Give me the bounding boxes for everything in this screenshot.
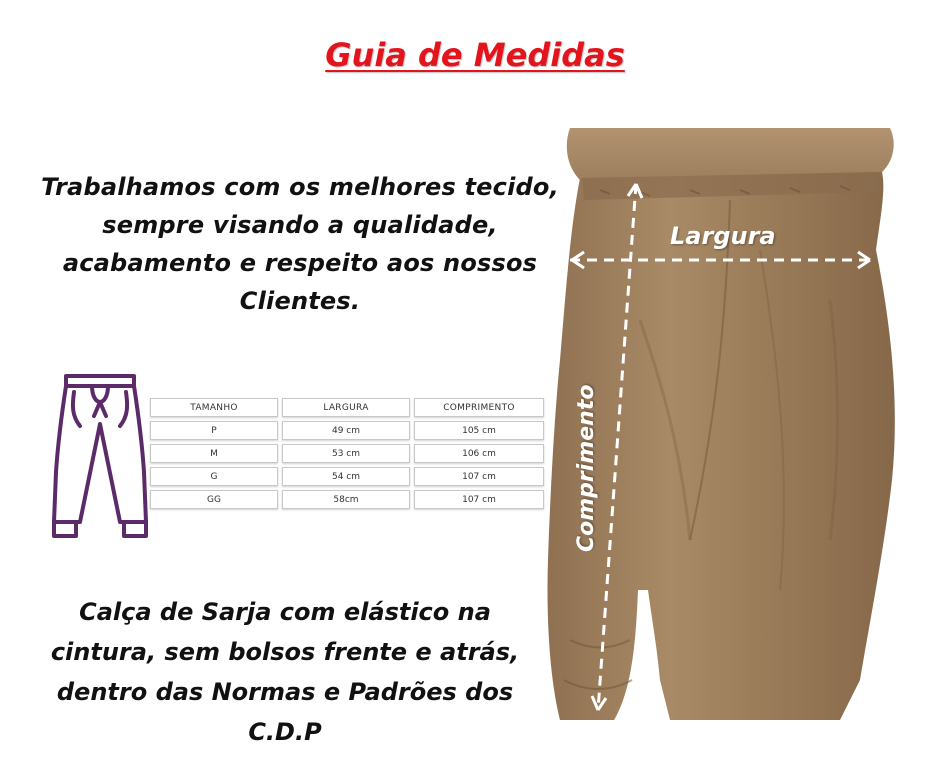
table-cell: 58cm (282, 490, 410, 509)
description-line-1: Calça de Sarja com elástico na (79, 598, 491, 626)
description-line-3: dentro das Normas e Padrões dos (56, 678, 514, 706)
table-cell: GG (150, 490, 278, 509)
width-label: Largura (670, 222, 776, 250)
table-row (150, 467, 544, 486)
table-cell: 107 cm (414, 467, 544, 486)
table-cell: 54 cm (282, 467, 410, 486)
page-title: Guia de Medidas (325, 36, 625, 74)
table-header: TAMANHO (150, 398, 278, 417)
table-row (150, 421, 544, 440)
intro-line-2: sempre visando a qualidade, (102, 211, 498, 239)
table-cell: 105 cm (414, 421, 544, 440)
table-header: LARGURA (282, 398, 410, 417)
table-header-row (150, 398, 544, 417)
table-row (150, 490, 544, 509)
intro-line-1: Trabalhamos com os melhores tecido, (41, 173, 559, 201)
table-cell: P (150, 421, 278, 440)
description-line-4: C.D.P (248, 718, 322, 746)
table-cell: 53 cm (282, 444, 410, 463)
length-label: Comprimento (574, 384, 599, 552)
table-cell: M (150, 444, 278, 463)
table-header: COMPRIMENTO (414, 398, 544, 417)
description-line-2: cintura, sem bolsos frente e atrás, (50, 638, 520, 666)
intro-line-3: acabamento e respeito aos nossos (62, 249, 538, 277)
intro-text (30, 168, 570, 320)
table-cell: 107 cm (414, 490, 544, 509)
table-row (150, 444, 544, 463)
table-cell: 106 cm (414, 444, 544, 463)
product-description (30, 592, 540, 752)
table-cell: 49 cm (282, 421, 410, 440)
pants-photo (540, 120, 942, 730)
pants-outline-icon (52, 372, 148, 544)
size-table (146, 394, 548, 513)
length-label-wrapper (568, 384, 599, 752)
intro-line-4: Clientes. (239, 287, 361, 315)
table-cell: G (150, 467, 278, 486)
